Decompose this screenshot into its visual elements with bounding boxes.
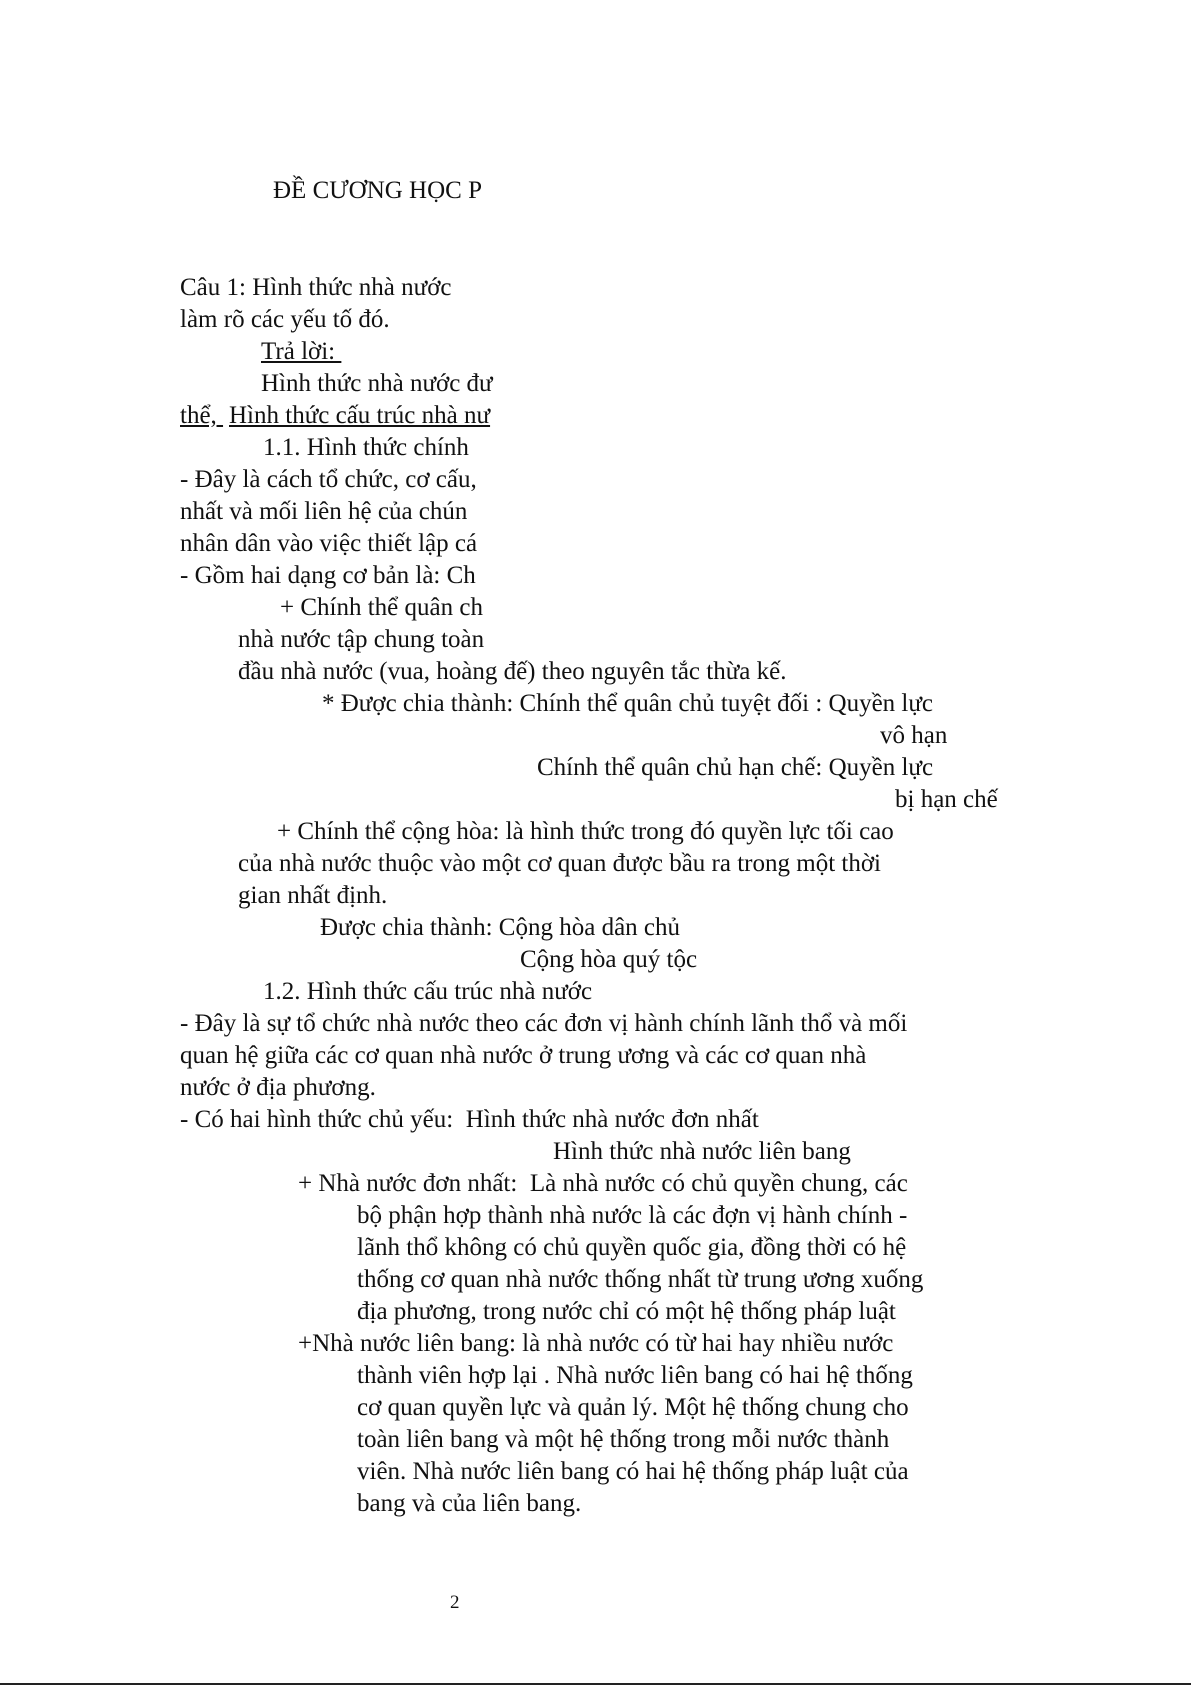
text-line: bang và của liên bang. [357, 1490, 582, 1517]
text-line: - Đây là cách tổ chức, cơ cấu, [180, 466, 477, 493]
text-line: bộ phận hợp thành nhà nước là các đợn vị hành chính - [357, 1202, 908, 1229]
text-line: quan hệ giữa các cơ quan nhà nước ở trung ương và các cơ quan nhà [180, 1042, 867, 1069]
text-line: - Có hai hình thức chủ yếu: Hình thức nhà nước đơn nhất [180, 1106, 759, 1133]
text-line: +Nhà nước liên bang: là nhà nước có từ hai hay nhiều nước [298, 1330, 894, 1357]
text-line: * Được chia thành: Chính thể quân chủ tuyệt đối : Quyền lực [322, 690, 934, 717]
text-line: thành viên hợp lại . Nhà nước liên bang có hai hệ thống [357, 1362, 913, 1389]
text-line: lãnh thổ không có chủ quyền quốc gia, đồng thời có hệ [357, 1234, 907, 1261]
text-line: của nhà nước thuộc vào một cơ quan được bầu ra trong một thời [238, 850, 882, 877]
section-heading: 1.1. Hình thức chính [263, 434, 469, 461]
text-line: nhân dân vào việc thiết lập cá [180, 530, 478, 557]
text-line-underlined: Hình thức cấu trúc nhà nư [229, 402, 491, 429]
text-line: bị hạn chế [895, 786, 998, 813]
text-line: địa phương, trong nước chỉ có một hệ thống pháp luật [357, 1298, 896, 1325]
text-line: - Gồm hai dạng cơ bản là: Ch [180, 562, 476, 589]
text-line: + Nhà nước đơn nhất: Là nhà nước có chủ quyền chung, các [298, 1170, 908, 1197]
text-line: Câu 1: Hình thức nhà nước [180, 274, 452, 301]
answer-label: Trả lời: [261, 338, 342, 365]
text-line: + Chính thể quân ch [280, 594, 483, 621]
text-line: đầu nhà nước (vua, hoàng đế) theo nguyên tắc thừa kế. [238, 658, 787, 685]
text-line: - Đây là sự tổ chức nhà nước theo các đơn vị hành chính lãnh thổ và mối [180, 1010, 908, 1037]
text-line: + Chính thể cộng hòa: là hình thức trong đó quyền lực tối cao [277, 818, 894, 845]
text-line: viên. Nhà nước liên bang có hai hệ thống pháp luật của [357, 1458, 909, 1485]
text-line: làm rõ các yếu tố đó. [180, 306, 390, 333]
text-line: Hình thức nhà nước liên bang [553, 1138, 851, 1165]
text-line: Chính thể quân chủ hạn chế: Quyền lực [537, 754, 934, 781]
document-title: ĐỀ CƯƠNG HỌC P [273, 177, 482, 204]
text-line: nhất và mối liên hệ của chún [180, 498, 468, 525]
text-line: thống cơ quan nhà nước thống nhất từ trung ương xuống [357, 1266, 924, 1293]
text-line-underlined: thể, [180, 402, 224, 429]
section-heading: 1.2. Hình thức cấu trúc nhà nước [263, 978, 593, 1005]
text-line: vô hạn [880, 722, 948, 749]
page-number: 2 [450, 1592, 460, 1613]
text-line: nhà nước tập chung toàn [238, 626, 485, 653]
text-line: Cộng hòa quý tộc [520, 946, 698, 973]
text-line: Hình thức nhà nước đư [261, 370, 493, 397]
text-line: nước ở địa phương. [180, 1074, 376, 1101]
text-line: Được chia thành: Cộng hòa dân chủ [320, 914, 681, 941]
text-line: cơ quan quyền lực và quản lý. Một hệ thống chung cho [357, 1394, 909, 1421]
text-line: gian nhất định. [238, 882, 388, 909]
text-line: toàn liên bang và một hệ thống trong mỗi nước thành [357, 1426, 890, 1453]
